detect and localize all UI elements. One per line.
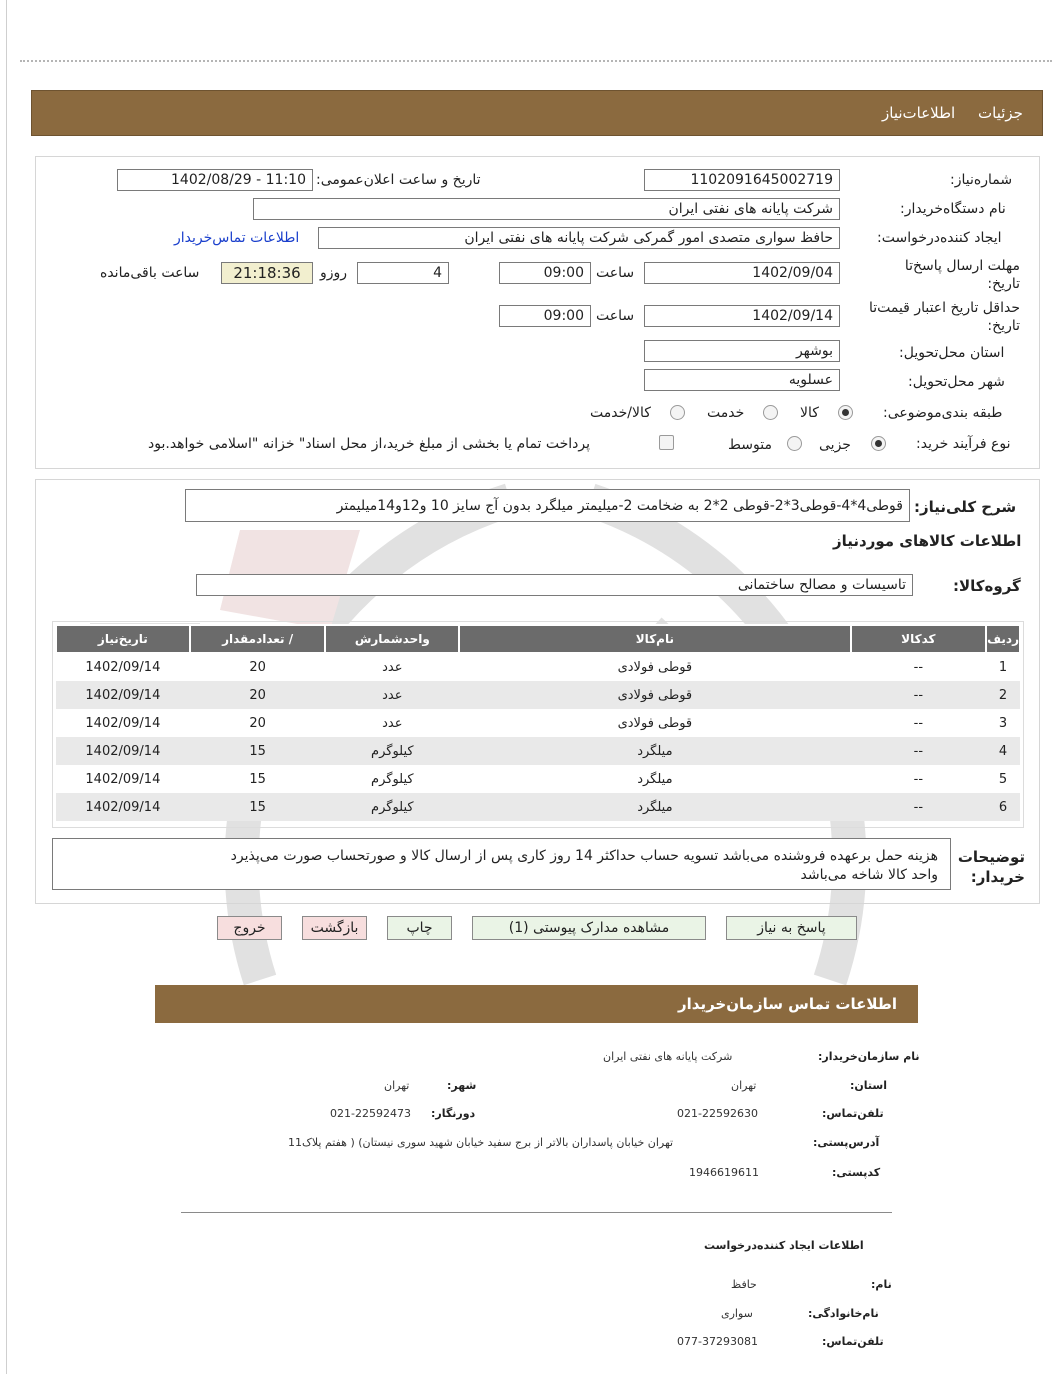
cell-name: میلگرد: [459, 765, 850, 793]
cell-date: 1402/09/14: [56, 709, 190, 737]
goods-group-label: گروه‌کالا:: [953, 577, 1021, 595]
table-row: [56, 709, 1020, 737]
deadline-time-label: ساعت: [596, 265, 635, 281]
creator-name-value: حافظ: [731, 1278, 757, 1291]
tab-details[interactable]: جزئیات: [978, 104, 1023, 122]
need-number-field: 1102091645002719: [644, 169, 840, 191]
category-goods-service-radio[interactable]: [670, 405, 685, 420]
category-service-label: خدمت: [707, 405, 745, 421]
cell-row: 3: [986, 709, 1020, 737]
process-medium-label: متوسط: [728, 437, 772, 453]
cell-name: میلگرد: [459, 737, 850, 765]
org-label: نام سازمان‌خریدار:: [818, 1050, 920, 1063]
cell-code: --: [851, 737, 987, 765]
exit-button[interactable]: خروج: [217, 916, 282, 940]
postal-value: 1946619611: [689, 1166, 759, 1179]
col-name: نام‌کالا: [459, 625, 850, 653]
col-code: کدکالا: [851, 625, 987, 653]
items-table: [55, 624, 1021, 821]
goods-info-title: اطلاعات کالاهای موردنیاز: [833, 532, 1022, 550]
contact-phone-value: 021-22592630: [677, 1107, 758, 1120]
deadline-time-field: 09:00: [499, 262, 591, 284]
category-goods-label: کالا: [800, 405, 819, 421]
cell-code: --: [851, 653, 987, 681]
buyer-field: شرکت پایانه های نفتی ایران: [253, 198, 840, 220]
deadline-label: مهلت ارسال پاسخ‌تا تاریخ:: [904, 258, 1020, 292]
process-medium-radio[interactable]: [787, 436, 802, 451]
print-button[interactable]: چاپ: [387, 916, 452, 940]
creator-label: ایجاد کننده‌درخواست:: [877, 230, 1002, 246]
cell-unit: کیلوگرم: [325, 793, 459, 821]
address-value: تهران خیابان پاسداران بالاتر از برج سفید خیابان شهید سوری نیستان) ( هفتم پلاک11: [288, 1136, 674, 1149]
buyer-label: نام دستگاه‌خریدار:: [900, 201, 1006, 217]
city-field: عسلویه: [644, 369, 840, 391]
buyer-notes-line-2: واحد کالا شاخه می‌باشد: [800, 867, 938, 883]
cell-name: قوطی فولادی: [459, 681, 850, 709]
validity-date-field: 1402/09/14: [644, 305, 840, 327]
col-unit: واحدشمارش: [325, 625, 459, 653]
cell-unit: عدد: [325, 709, 459, 737]
province-field: بوشهر: [644, 340, 840, 362]
process-partial-label: جزیی: [819, 437, 851, 453]
description-label: شرح کلی‌نیاز:: [914, 498, 1017, 516]
remaining-label: ساعت باقی‌مانده: [100, 265, 200, 281]
table-row: [56, 793, 1020, 821]
cell-date: 1402/09/14: [56, 793, 190, 821]
table-row: [56, 653, 1020, 681]
cell-name: میلگرد: [459, 793, 850, 821]
contact-fax-label: دورنگار:: [431, 1107, 476, 1120]
cell-qty: 15: [190, 737, 326, 765]
process-partial-radio[interactable]: [871, 436, 886, 451]
contact-province-value: تهران: [731, 1079, 757, 1092]
contact-phone-label: تلفن‌تماس:: [822, 1107, 884, 1120]
cell-row: 6: [986, 793, 1020, 821]
need-number-label: شماره‌نیاز:: [950, 172, 1013, 188]
creator-phone-value: 077-37293081: [677, 1335, 758, 1348]
col-date: تاریخ‌نیاز: [56, 625, 190, 653]
cell-row: 5: [986, 765, 1020, 793]
goods-group-field: تاسیسات و مصالح ساختمانی: [196, 574, 913, 596]
back-button[interactable]: بازگشت: [302, 916, 367, 940]
creator-phone-label: تلفن‌تماس:: [822, 1335, 884, 1348]
remaining-time-field: 21:18:36: [221, 262, 313, 284]
creator-field: حافظ سواری متصدی امور گمرکی شرکت پایانه های نفتی ایران: [318, 227, 840, 249]
org-value: شرکت پایانه های نفتی ایران: [603, 1050, 733, 1063]
category-goods-radio[interactable]: [838, 405, 853, 420]
cell-name: قوطی فولادی: [459, 709, 850, 737]
cell-qty: 20: [190, 653, 326, 681]
postal-label: کد‌پستی:: [832, 1166, 881, 1179]
address-label: آدرس‌پستی:: [813, 1136, 880, 1149]
cell-qty: 20: [190, 681, 326, 709]
contact-divider: [181, 1212, 892, 1213]
category-goods-service-label: کالا/خدمت: [590, 405, 651, 421]
cell-unit: کیلوگرم: [325, 765, 459, 793]
deadline-date-field: 1402/09/04: [644, 262, 840, 284]
cell-row: 1: [986, 653, 1020, 681]
cell-date: 1402/09/14: [56, 765, 190, 793]
col-qty: / تعدادمقدار: [190, 625, 326, 653]
category-service-radio[interactable]: [763, 405, 778, 420]
tab-need-info[interactable]: اطلاعات‌نیاز: [882, 104, 956, 122]
cell-code: --: [851, 709, 987, 737]
buyer-contact-link[interactable]: اطلاعات تماس‌خریدار: [174, 230, 300, 246]
description-field: قوطی4*4-قوطی3*2-قوطی 2*2 به ضخامت 2-میلیمتر میلگرد بدون آج سایز 10 و12و14میلیمتر: [185, 489, 910, 522]
contact-fax-value: 021-22592473: [330, 1107, 411, 1120]
validity-label: حداقل تاریخ اعتبار قیمت‌تا تاریخ:: [868, 300, 1020, 334]
cell-unit: کیلوگرم: [325, 737, 459, 765]
announce-label: تاریخ و ساعت اعلان‌عمومی:: [316, 172, 481, 188]
table-row: [56, 765, 1020, 793]
col-row: ردیف: [986, 625, 1020, 653]
left-border-line: [6, 0, 7, 1374]
cell-code: --: [851, 765, 987, 793]
cell-code: --: [851, 681, 987, 709]
creator-info-title: اطلاعات ایجاد کننده‌درخواست: [704, 1239, 864, 1252]
cell-date: 1402/09/14: [56, 653, 190, 681]
contact-province-label: استان:: [850, 1079, 887, 1092]
treasury-payment-note: پرداخت تمام یا بخشی از مبلغ خرید،از محل اسناد" خزانه "اسلامی خواهد.بود: [148, 436, 591, 452]
day-label: روزو: [320, 265, 348, 281]
buyer-notes-box: [52, 838, 951, 890]
days-field: 4: [357, 262, 449, 284]
cell-row: 2: [986, 681, 1020, 709]
validity-time-label: ساعت: [596, 308, 635, 324]
cell-code: --: [851, 793, 987, 821]
table-row: [56, 681, 1020, 709]
validity-time-field: 09:00: [499, 305, 591, 327]
cell-unit: عدد: [325, 681, 459, 709]
cell-row: 4: [986, 737, 1020, 765]
cell-qty: 20: [190, 709, 326, 737]
top-dotted-line: [20, 60, 1052, 62]
creator-family-value: سواری: [721, 1307, 753, 1320]
cell-qty: 15: [190, 765, 326, 793]
treasury-payment-checkbox[interactable]: [659, 435, 674, 450]
category-label: طبقه بندی‌موضوعی:: [883, 405, 1003, 421]
cell-date: 1402/09/14: [56, 737, 190, 765]
table-row: [56, 737, 1020, 765]
process-label: نوع فرآیند خرید:: [916, 436, 1011, 452]
contact-city-value: تهران: [384, 1079, 410, 1092]
province-label: استان محل‌تحویل:: [899, 345, 1005, 361]
cell-name: قوطی فولادی: [459, 653, 850, 681]
cell-qty: 15: [190, 793, 326, 821]
cell-date: 1402/09/14: [56, 681, 190, 709]
creator-family-label: نام‌خانوادگی:: [808, 1307, 879, 1320]
announce-field: 1402/08/29 - 11:10: [117, 169, 313, 191]
buyer-notes-label: توضیحات خریدار:: [957, 848, 1025, 886]
creator-name-label: نام:: [871, 1278, 892, 1291]
contact-city-label: شهر:: [447, 1079, 477, 1092]
cell-unit: عدد: [325, 653, 459, 681]
attachments-button[interactable]: مشاهده مدارک پیوستی (1): [472, 916, 706, 940]
reply-button[interactable]: پاسخ به نیاز: [726, 916, 857, 940]
buyer-contact-title: اطلاعات تماس سازمان‌خریدار: [678, 995, 898, 1013]
city-label: شهر محل‌تحویل:: [908, 374, 1005, 390]
buyer-notes-line-1: هزینه حمل برعهده فروشنده می‌باشد تسویه حساب حداکثر 14 روز کاری پس از ارسال کالا و صورتحساب صورت می‌پذیرد: [230, 848, 938, 864]
